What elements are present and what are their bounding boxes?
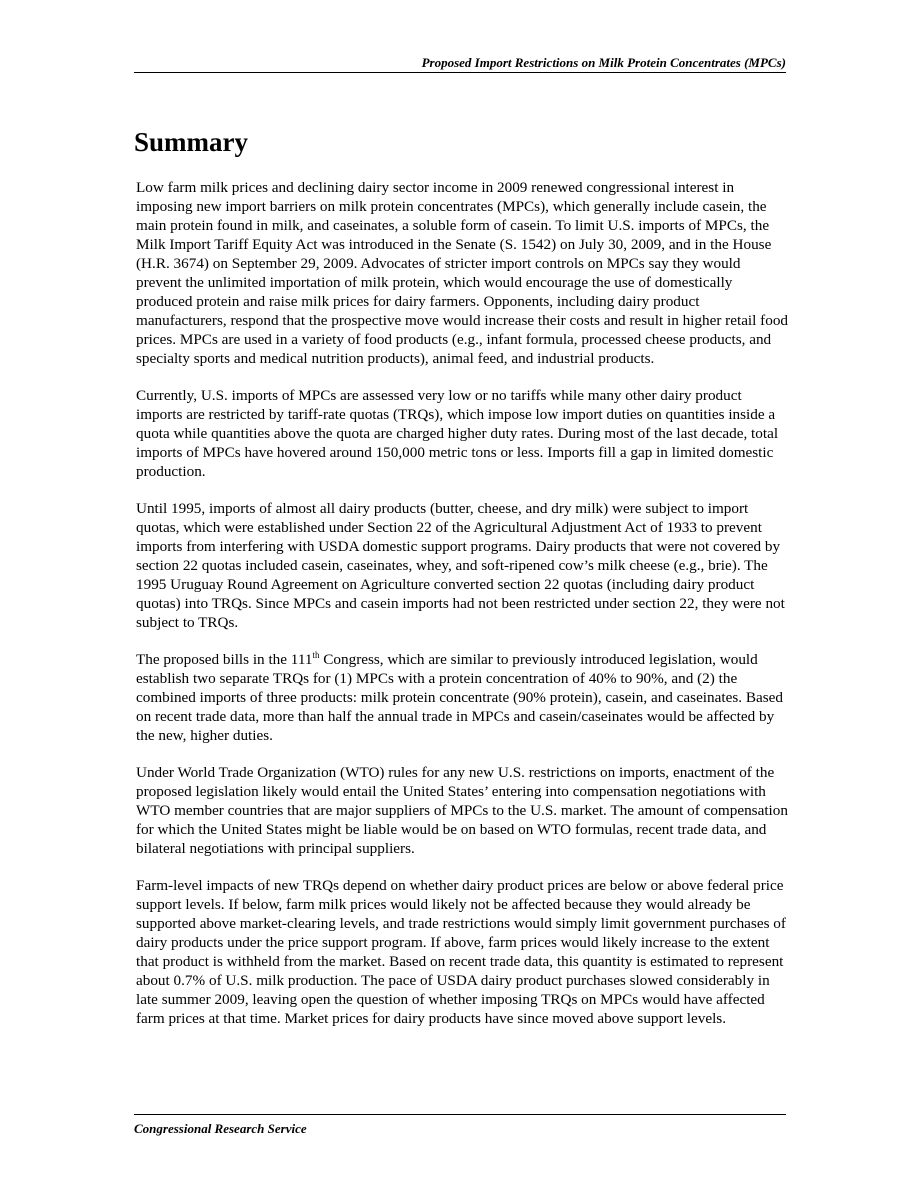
footer-divider (134, 1114, 786, 1115)
paragraph-4-start: The proposed bills in the 111 (136, 651, 313, 668)
page-title: Summary (134, 127, 248, 157)
header-divider (134, 72, 786, 73)
summary-body (136, 178, 788, 1046)
footer-source: Congressional Research Service (134, 1121, 307, 1136)
ordinal-suffix: th (312, 649, 320, 660)
paragraph-4 (136, 650, 788, 745)
running-header: Proposed Import Restrictions on Milk Protein Concentrates (MPCs) (421, 55, 786, 70)
paragraph-2: Currently, U.S. imports of MPCs are assessed very low or no tariffs while many other dairy product imports are restricted by tariff-rate quotas (TRQs), which impose low import duties on quantities inside a quota while quantities above the quota are charged higher duty rates. During most of the last decade, total imports of MPCs have hovered around 150,000 metric tons or less. Imports fill a gap in limited domestic production. (136, 387, 779, 480)
paragraph-1: Low farm milk prices and declining dairy sector income in 2009 renewed congressional interest in imposing new import barriers on milk protein concentrates (MPCs), which generally include casein, the main protein found in milk, and caseinates, a soluble form of casein. To limit U.S. imports of MPCs, the Milk Import Tariff Equity Act was introduced in the Senate (S. 1542) on July 30, 2009, and in the House (H.R. 3674) on September 29, 2009. Advocates of stricter import controls on MPCs say they would prevent the unlimited importation of milk protein, which would encourage the use of domestically produced protein and raise milk prices for dairy farmers. Opponents, including dairy product manufacturers, respond that the prospective move would increase their costs and result in higher retail food prices. MPCs are used in a variety of food products (e.g., infant formula, processed cheese products, and specialty sports and medical nutrition products), animal feed, and industrial products. (136, 179, 789, 367)
paragraph-5: Under World Trade Organization (WTO) rules for any new U.S. restrictions on imports, enactment of the proposed legislation likely would entail the United States’ entering into compensation negotiations with WTO member countries that are major suppliers of MPCs to the U.S. market. The amount of compensation for which the United States might be liable would be on based on WTO formulas, recent trade data, and bilateral negotiations with principal suppliers. (136, 764, 788, 857)
paragraph-4-end: Congress, which are similar to previously introduced legislation, would establish two separate TRQs for (1) MPCs with a protein concentration of 40% to 90%, and (2) the combined imports of three products: milk protein concentrate (90% protein), casein, and caseinates. Based on recent trade data, more than half the annual trade in MPCs and casein/caseinates would be affected by the new, higher duties. (136, 651, 783, 744)
paragraph-3: Until 1995, imports of almost all dairy products (butter, cheese, and dry milk) were subject to import quotas, which were established under Section 22 of the Agricultural Adjustment Act of 1933 to prevent imports from interfering with USDA domestic support programs. Dairy products that were not covered by section 22 quotas included casein, caseinates, whey, and soft-ripened cow’s milk cheese (e.g., brie). The 1995 Uruguay Round Agreement on Agriculture converted section 22 quotas (including dairy product quotas) into TRQs. Since MPCs and casein imports had not been restricted under section 22, they were not subject to TRQs. (136, 500, 785, 631)
paragraph-6: Farm-level impacts of new TRQs depend on whether dairy product prices are below or above federal price support levels. If below, farm milk prices would likely not be affected because they would already be supported above market-clearing levels, and trade restrictions would simply limit government purchases of dairy products under the price support program. If above, farm prices would likely increase to the extent that product is withheld from the market. Based on recent trade data, this quantity is estimated to represent about 0.7% of U.S. milk production. The pace of USDA dairy product purchases slowed considerably in late summer 2009, leaving open the question of whether imposing TRQs on MPCs would have affected farm prices at that time. Market prices for dairy products have since moved above support levels. (136, 877, 786, 1027)
